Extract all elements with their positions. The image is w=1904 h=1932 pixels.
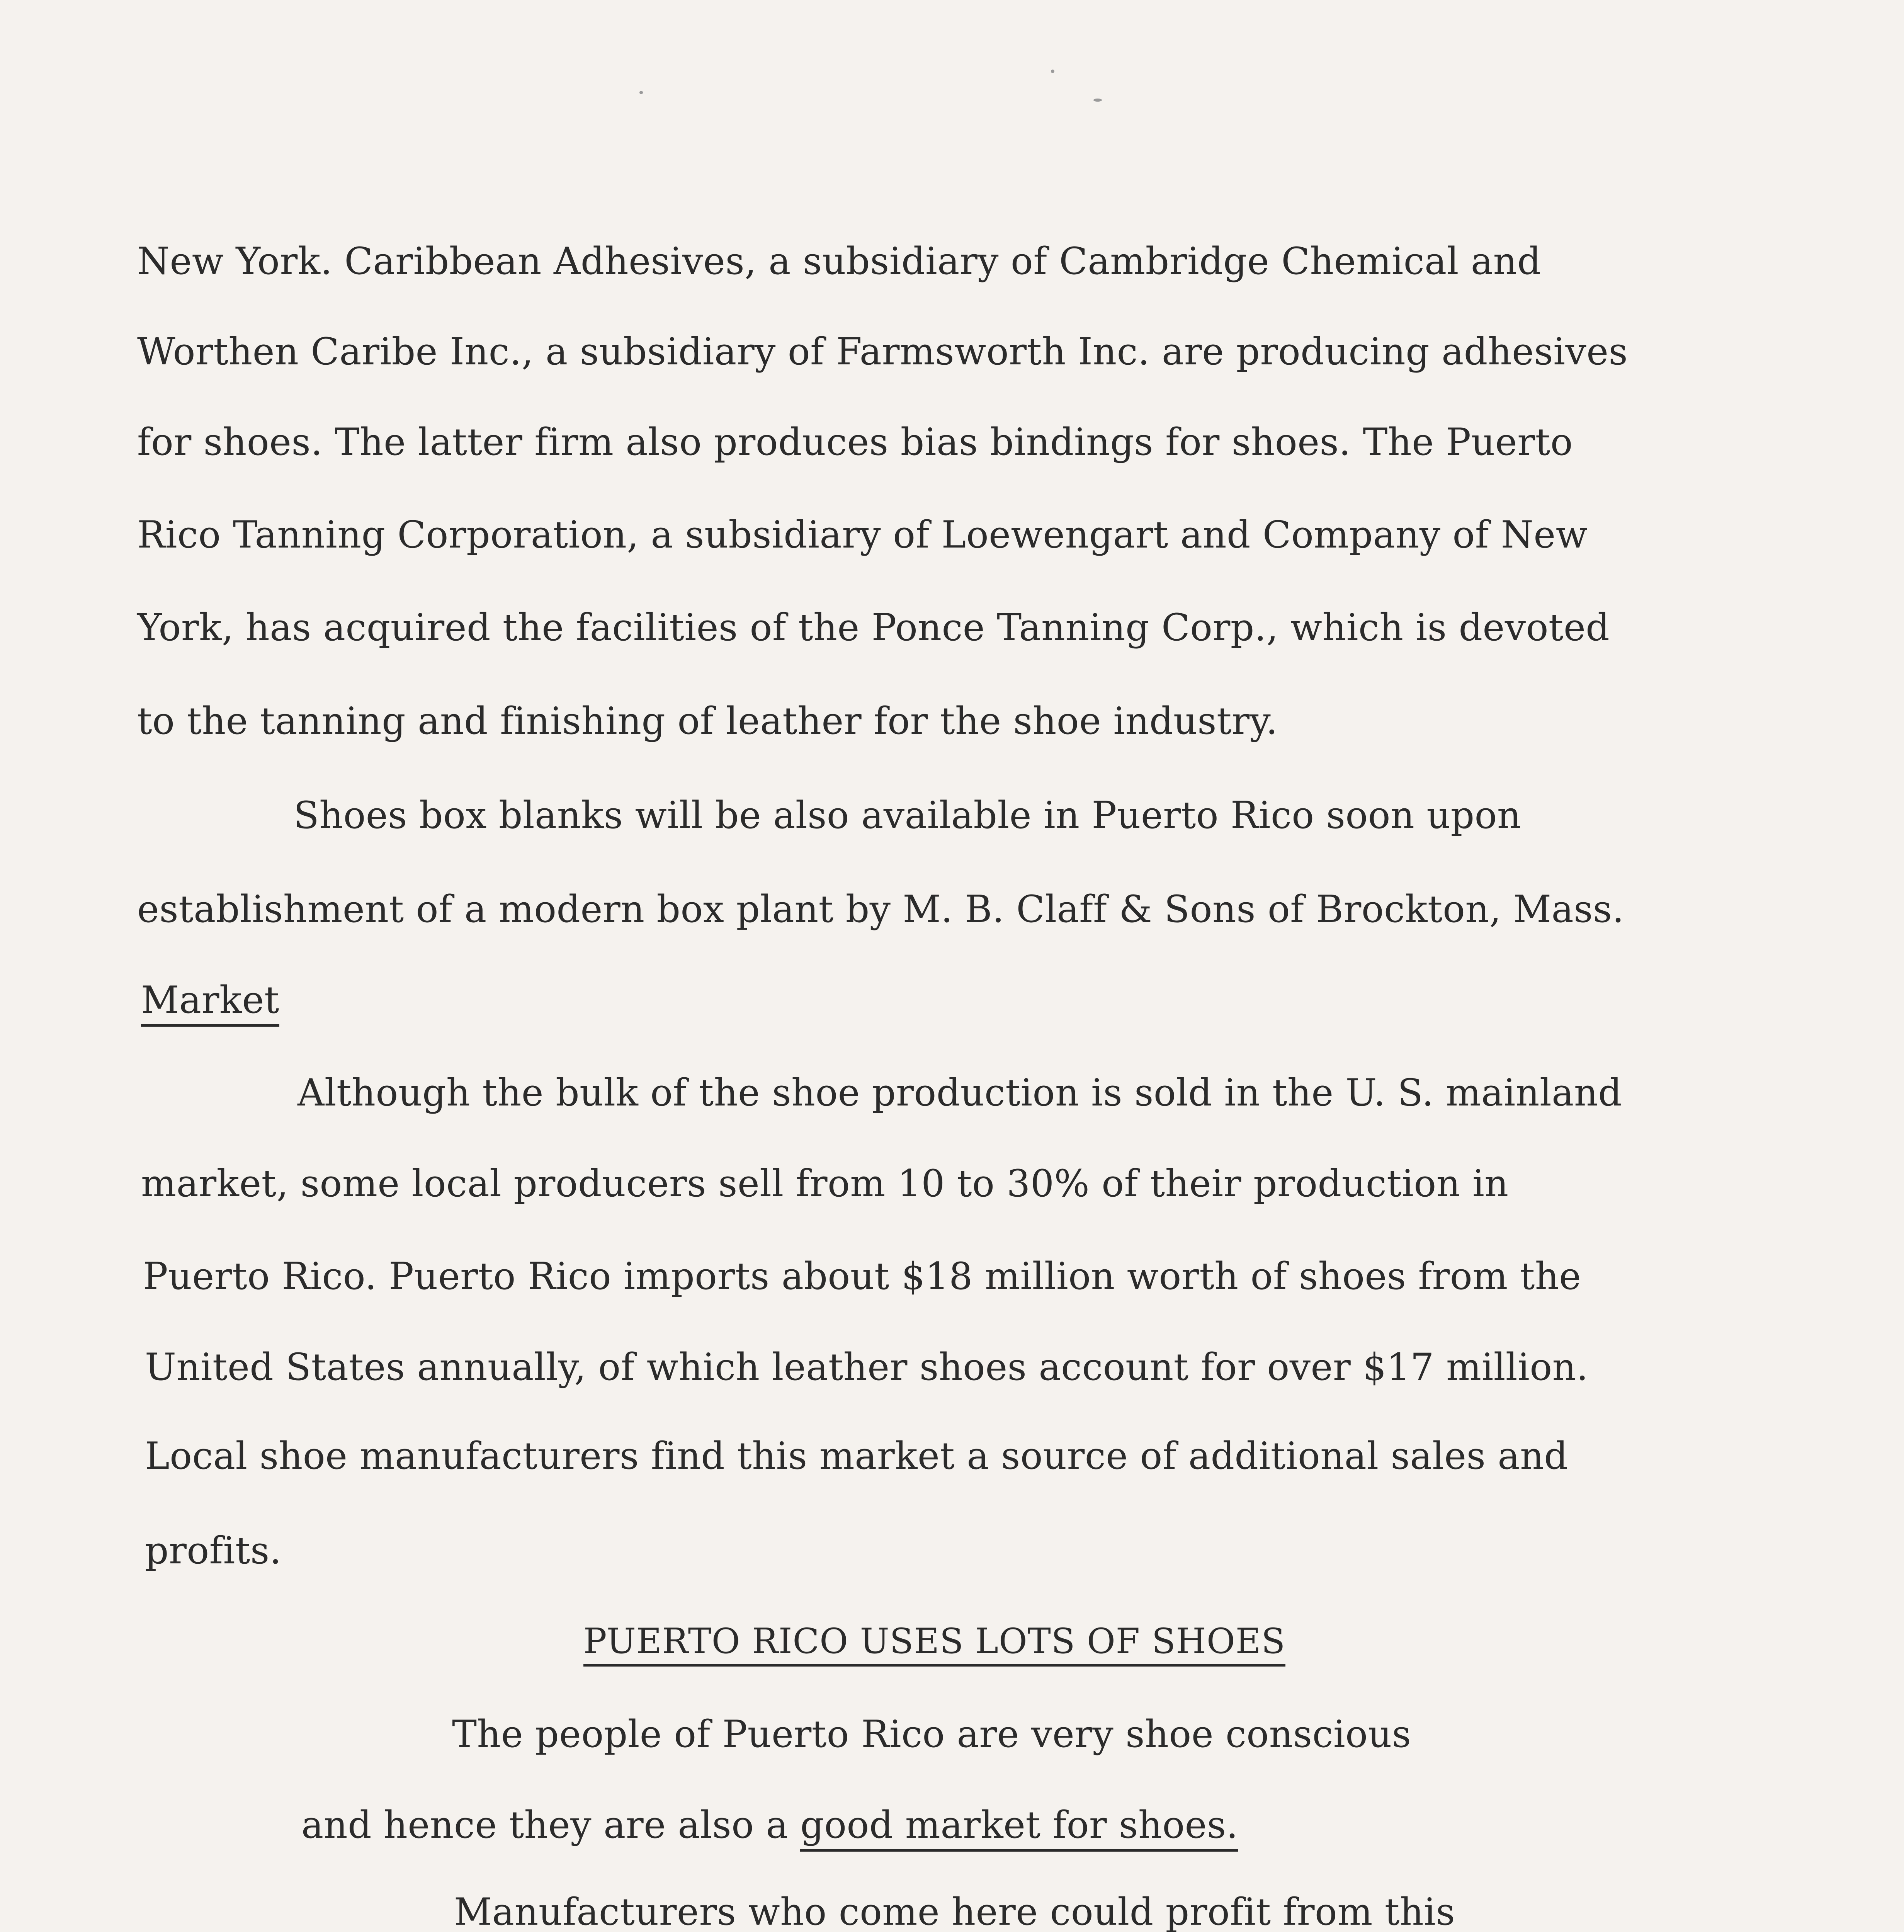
scan-speck	[639, 91, 643, 94]
underlined-text: good market for shoes.	[800, 1803, 1238, 1852]
body-line	[301, 1803, 1238, 1847]
body-line: Shoes box blanks will be also available in Puerto Rico soon upon	[294, 794, 1522, 837]
body-line: market, some local producers sell from 10 to 30% of their production in	[141, 1162, 1509, 1205]
body-line: The people of Puerto Rico are very shoe conscious	[452, 1713, 1411, 1756]
market-heading	[141, 978, 279, 1022]
body-line: Worthen Caribe Inc., a subsidiary of Farmsworth Inc. are producing adhesives	[137, 330, 1628, 373]
body-line: Manufacturers who come here could profit from this	[454, 1890, 1455, 1932]
body-line: Rico Tanning Corporation, a subsidiary of Loewengart and Company of New	[137, 513, 1588, 556]
body-line: for shoes. The latter firm also produces bias bindings for shoes. The Puerto	[137, 420, 1573, 464]
body-line: profits.	[145, 1529, 282, 1572]
body-line: Puerto Rico. Puerto Rico imports about $18 million worth of shoes from the	[143, 1255, 1581, 1298]
section-heading	[583, 1623, 1285, 1660]
body-line: York, has acquired the facilities of the Ponce Tanning Corp., which is devoted	[137, 606, 1610, 649]
body-line: United States annually, of which leather shoes account for over $17 million.	[145, 1345, 1588, 1389]
body-line: establishment of a modern box plant by M. B. Claff & Sons of Brockton, Mass.	[137, 888, 1624, 931]
body-line: Although the bulk of the shoe production is sold in the U. S. mainland	[298, 1071, 1622, 1114]
body-text: and hence they are also a	[301, 1803, 801, 1847]
body-line: to the tanning and finishing of leather for the shoe industry.	[137, 699, 1278, 743]
scan-speck	[1093, 99, 1102, 102]
body-line: New York. Caribbean Adhesives, a subsidiary of Cambridge Chemical and	[137, 240, 1541, 283]
body-line: Local shoe manufacturers find this market a source of additional sales and	[145, 1434, 1568, 1478]
market-heading-text: Market	[141, 978, 279, 1027]
scan-speck	[1051, 70, 1054, 73]
section-heading-text: PUERTO RICO USES LOTS OF SHOES	[583, 1621, 1285, 1667]
